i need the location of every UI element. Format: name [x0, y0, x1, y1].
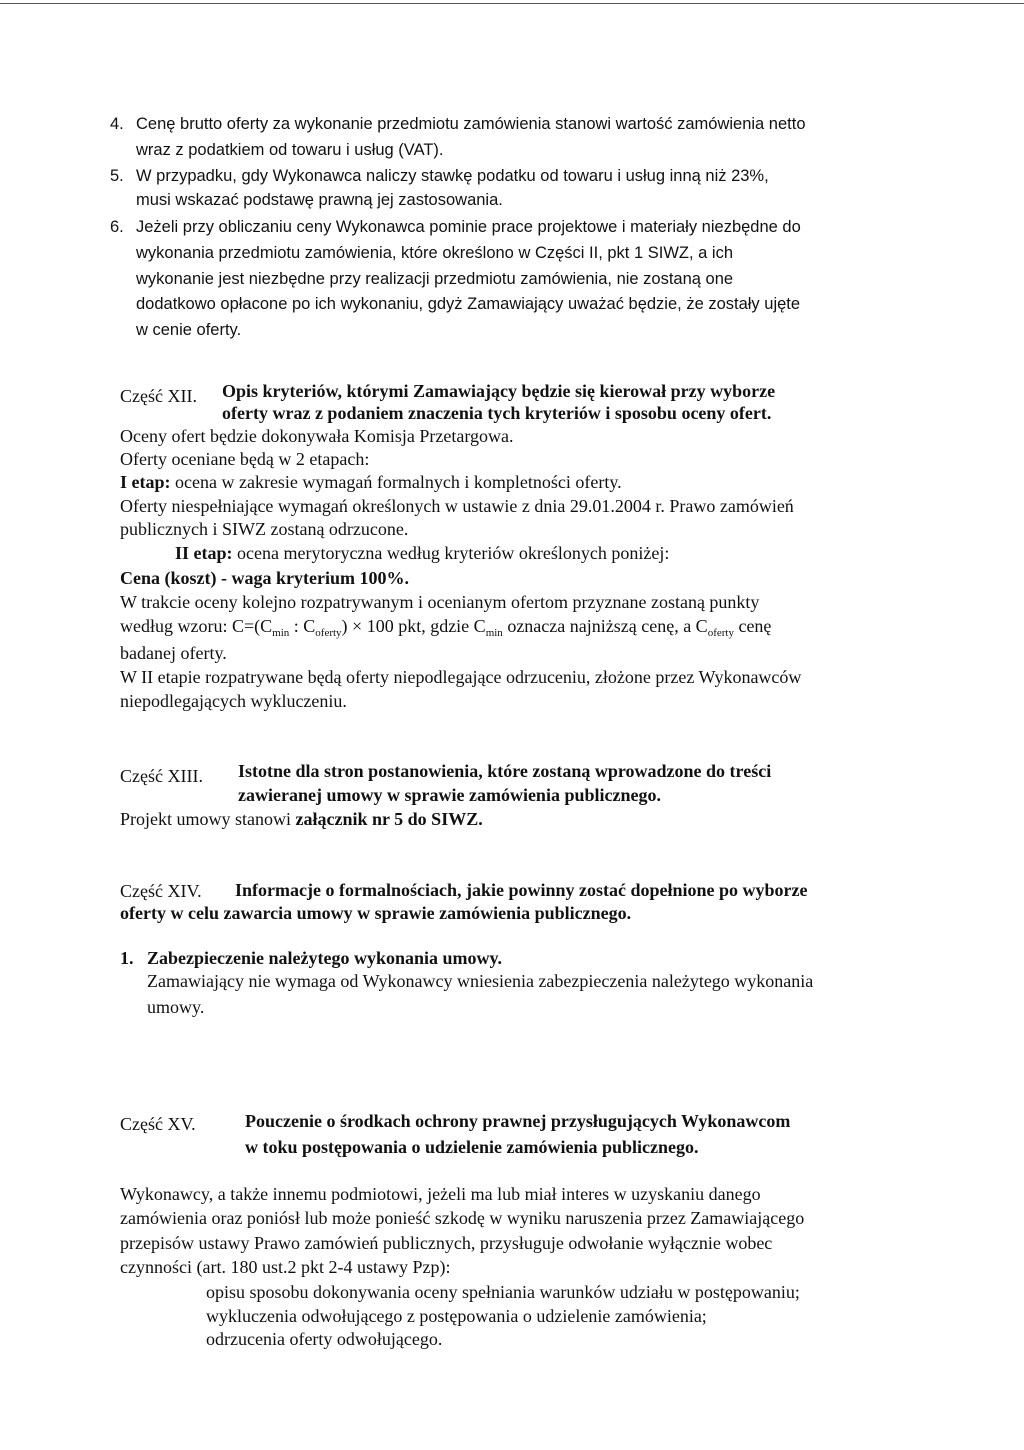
top-rule: [0, 3, 1024, 4]
paragraph: Wykonawcy, a także innemu podmiotowi, jeżeli ma lub miał interes w uzyskaniu danego: [120, 1184, 761, 1204]
item-4-line-1: Cenę brutto oferty za wykonanie przedmiotu zamówienia stanowi wartość zamówienia netto: [136, 115, 806, 133]
section-label: Część XV.: [120, 1114, 196, 1134]
section-title: Pouczenie o środkach ochrony prawnej przysługujących Wykonawcom: [245, 1111, 791, 1131]
section-title: oferty w celu zawarcia umowy w sprawie zamówienia publicznego.: [120, 903, 632, 923]
list-item: odrzucenia oferty odwołującego.: [206, 1329, 443, 1349]
formula-text: : C: [289, 616, 316, 636]
formula-text: ) × 100 pkt, gdzie C: [341, 616, 486, 636]
list-num: 6.: [110, 218, 124, 236]
paragraph: publicznych i SIWZ zostaną odrzucone.: [120, 519, 409, 539]
item-6-line-4: dodatkowo opłacone po ich wykonaniu, gdyż Zamawiający uważać będzie, że zostały ujęte: [136, 295, 801, 313]
stage-label: I etap:: [120, 472, 171, 492]
section-title: Opis kryteriów, którymi Zamawiający będzie się kierował przy wyborze: [222, 381, 776, 401]
list-num: 5.: [110, 167, 124, 185]
item-6-line-2: wykonania przedmiotu zamówienia, które określono w Części II, pkt 1 SIWZ, a ich: [136, 244, 733, 262]
formula-subscript: min: [272, 627, 290, 639]
section-title: oferty wraz z podaniem znaczenia tych kryteriów i sposobu oceny ofert.: [222, 403, 772, 423]
paragraph: zamówienia oraz poniósł lub może ponieść szkodę w wyniku naruszenia przez Zamawiającego: [120, 1208, 805, 1228]
formula-text: cenę: [733, 616, 772, 636]
paragraph: Zamawiający nie wymaga od Wykonawcy wniesienia zabezpieczenia należytego wykonania: [147, 971, 814, 991]
attachment-ref: załącznik nr 5 do SIWZ.: [295, 809, 483, 829]
paragraph: Oceny ofert będzie dokonywała Komisja Przetargowa.: [120, 426, 514, 446]
paragraph: [120, 808, 483, 830]
section-label: Część XIII.: [120, 766, 203, 786]
section-title: w toku postępowania o udzielenie zamówienia publicznego.: [245, 1137, 699, 1157]
list-item: opisu sposobu dokonywania oceny spełniania warunków udziału w postępowaniu;: [206, 1282, 800, 1302]
paragraph: Oferty niespełniające wymagań określonych w ustawie z dnia 29.01.2004 r. Prawo zamówień: [120, 496, 794, 516]
stage-label: II etap:: [175, 543, 233, 563]
section-title: Informacje o formalnościach, jakie powinny zostać dopełnione po wyborze: [235, 880, 808, 900]
stage-text: ocena w zakresie wymagań formalnych i kompletności oferty.: [175, 472, 622, 492]
formula-subscript: oferty: [707, 627, 734, 639]
formula-subscript: oferty: [315, 627, 342, 639]
section-title: zawieranej umowy w sprawie zamówienia publicznego.: [238, 785, 661, 805]
item-5-line-2: musi wskazać podstawę prawną jej zastosowania.: [136, 191, 503, 209]
stage-1: [120, 471, 622, 493]
formula-text: oznacza najniższą cenę, a C: [502, 616, 708, 636]
paragraph-text: Projekt umowy stanowi: [120, 809, 296, 829]
item-6-line-5: w cenie oferty.: [136, 321, 242, 339]
formula-line: [120, 615, 771, 637]
formula-text: według wzoru: C=(C: [120, 616, 273, 636]
item-4-line-2: wraz z podatkiem od towaru i usług (VAT).: [136, 141, 444, 159]
list-num: 1.: [120, 948, 134, 968]
list-item: wykluczenia odwołującego z postępowania o udzielenie zamówienia;: [206, 1306, 707, 1326]
formula-subscript: min: [485, 627, 503, 639]
section-label: Część XIV.: [120, 881, 202, 901]
paragraph: czynności (art. 180 ust.2 pkt 2-4 ustawy Pzp):: [120, 1257, 451, 1277]
paragraph: Oferty oceniane będą w 2 etapach:: [120, 449, 370, 469]
criterion: Cena (koszt) - waga kryterium 100%.: [120, 568, 409, 588]
paragraph: W trakcie oceny kolejno rozpatrywanym i ocenianym ofertom przyznane zostaną punkty: [120, 592, 760, 612]
paragraph: niepodlegających wykluczeniu.: [120, 691, 347, 711]
paragraph: badanej oferty.: [120, 643, 227, 663]
item-5-line-1: W przypadku, gdy Wykonawca naliczy stawkę podatku od towaru i usług inną niż 23%,: [136, 167, 769, 185]
section-label: Część XII.: [120, 386, 197, 406]
stage-text: ocena merytoryczna według kryteriów określonych poniżej:: [237, 543, 670, 563]
paragraph: przepisów ustawy Prawo zamówień publicznych, przysługuje odwołanie wyłącznie wobec: [120, 1233, 773, 1253]
item-6-line-3: wykonanie jest niezbędne przy realizacji przedmiotu zamówienia, nie zostaną one: [136, 270, 734, 288]
paragraph: umowy.: [147, 997, 205, 1017]
stage-2: [175, 542, 669, 564]
section-title: Istotne dla stron postanowienia, które zostaną wprowadzone do treści: [238, 761, 772, 781]
item-6-line-1: Jeżeli przy obliczaniu ceny Wykonawca pominie prace projektowe i materiały niezbędne do: [136, 218, 801, 236]
subsection-title: Zabezpieczenie należytego wykonania umowy.: [147, 948, 502, 968]
list-num: 4.: [110, 115, 124, 133]
paragraph: W II etapie rozpatrywane będą oferty niepodlegające odrzuceniu, złożone przez Wykonawców: [120, 667, 802, 687]
